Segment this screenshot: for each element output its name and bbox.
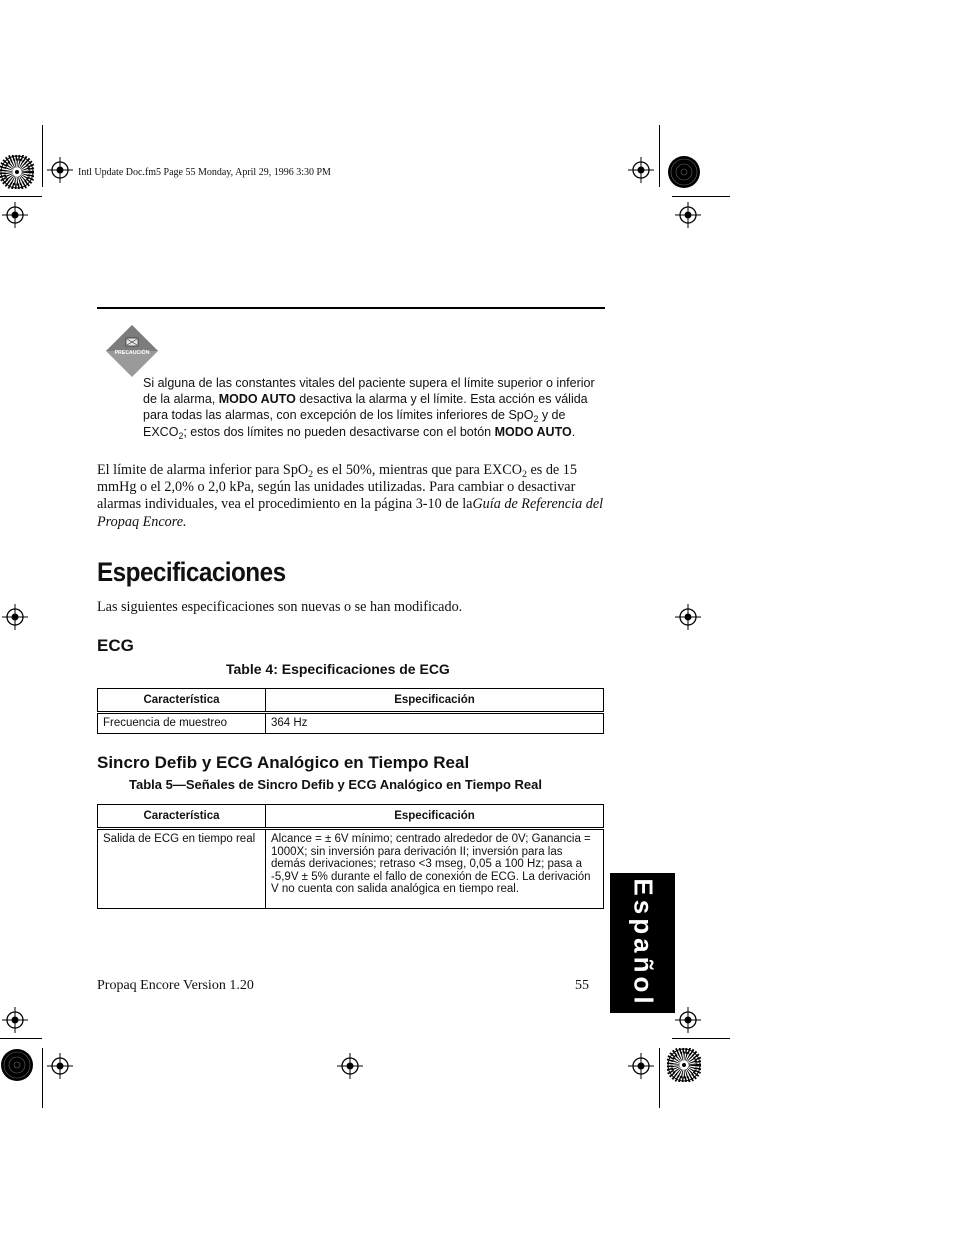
column-header: Característica [98, 805, 266, 829]
registration-mark-icon [675, 604, 701, 630]
registration-mark-icon [675, 1007, 701, 1033]
crop-mark-line [0, 1038, 42, 1039]
registration-mark-icon [2, 202, 28, 228]
sync-spec-table [97, 804, 604, 909]
page-number: 55 [575, 978, 589, 993]
table-cell: Frecuencia de muestreo [98, 713, 266, 733]
ecg-spec-table [97, 688, 604, 734]
crop-mark-line [42, 125, 43, 187]
table-cell: Alcance = ± 6V mínimo; centrado alrededor de 0V; Ganancia = 1000X; sin inversión para derivación II; inversión para las demás derivaciones; retraso <3 mseg, 0,05 a 100 Hz; pasa a -5,9V ± 5% durante el fallo de conexión de ECG. La derivación V no cuenta con salida analógica en tiempo real. [266, 829, 604, 909]
table-cell: 364 Hz [266, 713, 604, 733]
footer-product-version: Propaq Encore Version 1.20 [97, 978, 254, 993]
crop-mark-line [0, 196, 42, 197]
column-header: Característica [98, 689, 266, 713]
crop-mark-line [672, 196, 730, 197]
caution-icon-label: PRECAUCIÓN [114, 350, 150, 356]
ecg-heading: ECG [97, 636, 134, 655]
registration-mark-icon [47, 157, 73, 183]
table-cell: Salida de ECG en tiempo real [98, 829, 266, 909]
registration-mark-icon [628, 157, 654, 183]
crop-mark-line [42, 1048, 43, 1108]
table-header-row [98, 805, 604, 829]
registration-mark-icon [628, 1053, 654, 1079]
table-4-caption: Table 4: Especificaciones de ECG [226, 661, 450, 677]
section-title: Especificaciones [97, 557, 286, 587]
section-intro: Las siguientes especificaciones son nuevas o se han modificado. [97, 599, 463, 615]
top-rule [97, 307, 605, 309]
language-tab [610, 873, 675, 1013]
column-header: Especificación [266, 689, 604, 713]
caution-icon [104, 323, 160, 379]
registration-mark-icon [2, 1007, 28, 1033]
crop-mark-line [659, 125, 660, 187]
table-header-row [98, 689, 604, 713]
table-5-caption: Tabla 5—Señales de Sincro Defib y ECG Analógico en Tiempo Real [129, 777, 542, 792]
starburst-mark-icon [0, 1048, 34, 1082]
registration-mark-icon [2, 604, 28, 630]
starburst-mark-icon [667, 1048, 701, 1082]
table-row [98, 829, 604, 909]
column-header: Especificación [266, 805, 604, 829]
table-row [98, 713, 604, 733]
registration-mark-icon [47, 1053, 73, 1079]
print-slug: Intl Update Doc.fm5 Page 55 Monday, April 29, 1996 3:30 PM [78, 167, 331, 178]
sync-heading: Sincro Defib y ECG Analógico en Tiempo Real [97, 753, 470, 772]
crop-mark-line [672, 1038, 730, 1039]
caution-note: Si alguna de las constantes vitales del paciente supera el límite superior o inferior de la alarma, MODO AUTO desactiva la alarma y el límite. Esta acción es válida para todas las alarmas, con excepción de los límites inferiores de SpO$_2$ y de $EXCO_2$; estos dos límites no pueden desactivarse con el botón MODO AUTO. [143, 376, 595, 441]
alarm-limit-paragraph: El límite de alarma inferior para SpO$_2$ es el 50%, mientras que para $EXCO_2$ es de 15 mmHg o el 2,0% o 2,0 kPa, según las unidades utilizadas. Para cambiar o desactivar alarmas individuales, vea el procedimiento en la página 3-10 de laGuía de Referencia del Propaq Encore. [97, 462, 604, 530]
registration-mark-icon [337, 1053, 363, 1079]
starburst-mark-icon [0, 155, 34, 189]
starburst-mark-icon [667, 155, 701, 189]
crop-mark-line [659, 1048, 660, 1108]
language-tab-label: Español [628, 878, 658, 1008]
registration-mark-icon [675, 202, 701, 228]
